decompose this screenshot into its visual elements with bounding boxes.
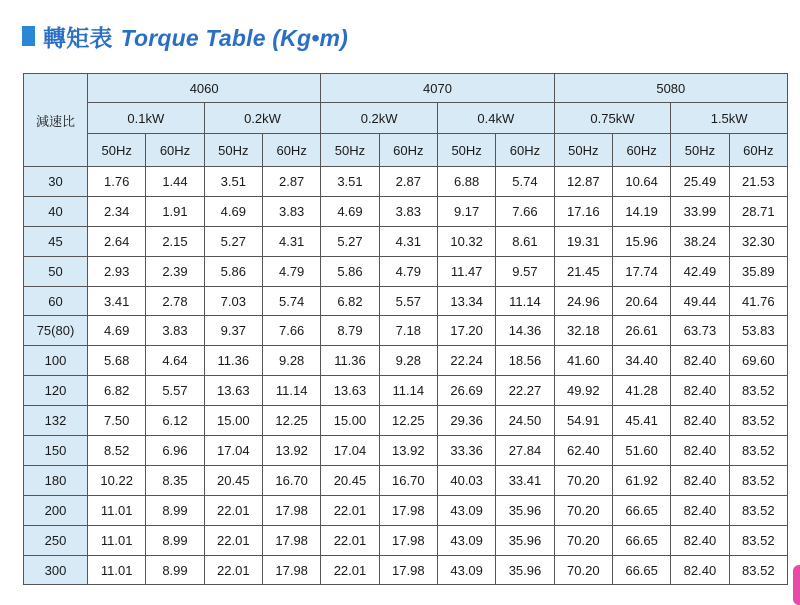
table-row bbox=[24, 256, 788, 286]
torque-value-cell: 7.03 bbox=[204, 286, 262, 316]
header-row-frequencies bbox=[24, 134, 788, 167]
torque-value-cell: 83.52 bbox=[729, 465, 787, 495]
ratio-header: 減速比 bbox=[24, 74, 88, 167]
torque-value-cell: 43.09 bbox=[437, 525, 495, 555]
torque-value-cell: 82.40 bbox=[671, 406, 729, 436]
torque-value-cell: 33.41 bbox=[496, 465, 554, 495]
torque-value-cell: 11.14 bbox=[496, 286, 554, 316]
torque-value-cell: 27.84 bbox=[496, 436, 554, 466]
torque-value-cell: 83.52 bbox=[729, 495, 787, 525]
torque-value-cell: 2.78 bbox=[146, 286, 204, 316]
page-title-cjk: 轉矩表 bbox=[43, 24, 113, 51]
torque-value-cell: 16.70 bbox=[262, 465, 320, 495]
torque-value-cell: 49.92 bbox=[554, 376, 612, 406]
table-row bbox=[24, 525, 788, 555]
torque-value-cell: 8.79 bbox=[321, 316, 379, 346]
torque-value-cell: 17.98 bbox=[262, 525, 320, 555]
frequency-header: 60Hz bbox=[612, 134, 670, 167]
torque-value-cell: 17.98 bbox=[379, 495, 437, 525]
torque-value-cell: 82.40 bbox=[671, 376, 729, 406]
torque-value-cell: 35.96 bbox=[496, 555, 554, 585]
torque-value-cell: 3.51 bbox=[204, 167, 262, 197]
torque-value-cell: 4.79 bbox=[379, 256, 437, 286]
torque-value-cell: 13.63 bbox=[204, 376, 262, 406]
model-header: 5080 bbox=[554, 74, 787, 103]
torque-value-cell: 15.96 bbox=[612, 226, 670, 256]
frequency-header: 50Hz bbox=[204, 134, 262, 167]
torque-value-cell: 15.00 bbox=[321, 406, 379, 436]
model-header: 4070 bbox=[321, 74, 554, 103]
torque-value-cell: 1.91 bbox=[146, 196, 204, 226]
torque-value-cell: 82.40 bbox=[671, 555, 729, 585]
torque-value-cell: 4.69 bbox=[88, 316, 146, 346]
torque-value-cell: 49.44 bbox=[671, 286, 729, 316]
title-square-icon bbox=[22, 26, 35, 46]
decorative-pink-tab bbox=[793, 565, 800, 605]
torque-value-cell: 12.87 bbox=[554, 167, 612, 197]
ratio-cell: 120 bbox=[24, 376, 88, 406]
torque-value-cell: 8.35 bbox=[146, 465, 204, 495]
torque-value-cell: 8.52 bbox=[88, 436, 146, 466]
torque-value-cell: 9.28 bbox=[379, 346, 437, 376]
torque-value-cell: 24.50 bbox=[496, 406, 554, 436]
torque-value-cell: 17.20 bbox=[437, 316, 495, 346]
torque-table bbox=[23, 73, 788, 585]
torque-value-cell: 4.31 bbox=[262, 226, 320, 256]
torque-value-cell: 5.27 bbox=[321, 226, 379, 256]
frequency-header: 60Hz bbox=[262, 134, 320, 167]
torque-value-cell: 3.51 bbox=[321, 167, 379, 197]
torque-value-cell: 6.12 bbox=[146, 406, 204, 436]
torque-value-cell: 16.70 bbox=[379, 465, 437, 495]
title-bar bbox=[22, 20, 348, 52]
torque-value-cell: 22.01 bbox=[321, 525, 379, 555]
torque-value-cell: 17.16 bbox=[554, 196, 612, 226]
torque-value-cell: 11.01 bbox=[88, 555, 146, 585]
torque-value-cell: 22.01 bbox=[321, 495, 379, 525]
torque-value-cell: 22.24 bbox=[437, 346, 495, 376]
torque-value-cell: 5.74 bbox=[262, 286, 320, 316]
torque-value-cell: 5.86 bbox=[321, 256, 379, 286]
torque-value-cell: 13.92 bbox=[262, 436, 320, 466]
ratio-cell: 300 bbox=[24, 555, 88, 585]
torque-value-cell: 8.99 bbox=[146, 555, 204, 585]
table-row bbox=[24, 465, 788, 495]
torque-value-cell: 43.09 bbox=[437, 555, 495, 585]
torque-value-cell: 6.82 bbox=[88, 376, 146, 406]
torque-value-cell: 82.40 bbox=[671, 525, 729, 555]
torque-value-cell: 5.74 bbox=[496, 167, 554, 197]
model-header: 4060 bbox=[88, 74, 321, 103]
torque-value-cell: 22.01 bbox=[204, 525, 262, 555]
torque-value-cell: 70.20 bbox=[554, 495, 612, 525]
ratio-cell: 100 bbox=[24, 346, 88, 376]
torque-value-cell: 17.74 bbox=[612, 256, 670, 286]
torque-value-cell: 41.76 bbox=[729, 286, 787, 316]
table-row bbox=[24, 555, 788, 585]
torque-value-cell: 40.03 bbox=[437, 465, 495, 495]
table-row bbox=[24, 495, 788, 525]
torque-value-cell: 83.52 bbox=[729, 436, 787, 466]
torque-value-cell: 13.92 bbox=[379, 436, 437, 466]
ratio-cell: 45 bbox=[24, 226, 88, 256]
torque-value-cell: 34.40 bbox=[612, 346, 670, 376]
torque-value-cell: 2.39 bbox=[146, 256, 204, 286]
ratio-cell: 50 bbox=[24, 256, 88, 286]
ratio-cell: 75(80) bbox=[24, 316, 88, 346]
ratio-cell: 150 bbox=[24, 436, 88, 466]
torque-value-cell: 11.14 bbox=[262, 376, 320, 406]
torque-table-wrap bbox=[23, 73, 788, 585]
table-row bbox=[24, 376, 788, 406]
torque-value-cell: 82.40 bbox=[671, 465, 729, 495]
torque-value-cell: 4.31 bbox=[379, 226, 437, 256]
torque-value-cell: 33.99 bbox=[671, 196, 729, 226]
torque-value-cell: 2.64 bbox=[88, 226, 146, 256]
torque-value-cell: 15.00 bbox=[204, 406, 262, 436]
torque-value-cell: 69.60 bbox=[729, 346, 787, 376]
torque-value-cell: 29.36 bbox=[437, 406, 495, 436]
torque-value-cell: 5.86 bbox=[204, 256, 262, 286]
torque-value-cell: 66.65 bbox=[612, 555, 670, 585]
torque-value-cell: 82.40 bbox=[671, 436, 729, 466]
torque-value-cell: 45.41 bbox=[612, 406, 670, 436]
torque-value-cell: 3.41 bbox=[88, 286, 146, 316]
power-header: 0.2kW bbox=[204, 103, 321, 134]
torque-value-cell: 22.01 bbox=[204, 495, 262, 525]
torque-value-cell: 11.01 bbox=[88, 495, 146, 525]
torque-value-cell: 5.57 bbox=[379, 286, 437, 316]
torque-value-cell: 7.18 bbox=[379, 316, 437, 346]
torque-value-cell: 66.65 bbox=[612, 525, 670, 555]
torque-value-cell: 8.99 bbox=[146, 525, 204, 555]
torque-value-cell: 35.96 bbox=[496, 495, 554, 525]
torque-value-cell: 7.66 bbox=[496, 196, 554, 226]
torque-value-cell: 10.32 bbox=[437, 226, 495, 256]
table-body bbox=[24, 167, 788, 585]
torque-value-cell: 12.25 bbox=[262, 406, 320, 436]
torque-value-cell: 9.37 bbox=[204, 316, 262, 346]
torque-value-cell: 20.45 bbox=[321, 465, 379, 495]
torque-value-cell: 83.52 bbox=[729, 555, 787, 585]
frequency-header: 60Hz bbox=[729, 134, 787, 167]
torque-value-cell: 4.79 bbox=[262, 256, 320, 286]
torque-value-cell: 26.69 bbox=[437, 376, 495, 406]
torque-value-cell: 62.40 bbox=[554, 436, 612, 466]
torque-value-cell: 2.87 bbox=[379, 167, 437, 197]
torque-value-cell: 4.64 bbox=[146, 346, 204, 376]
torque-value-cell: 41.28 bbox=[612, 376, 670, 406]
torque-value-cell: 7.50 bbox=[88, 406, 146, 436]
power-header: 0.4kW bbox=[437, 103, 554, 134]
torque-value-cell: 35.96 bbox=[496, 525, 554, 555]
torque-value-cell: 82.40 bbox=[671, 346, 729, 376]
torque-value-cell: 20.45 bbox=[204, 465, 262, 495]
torque-value-cell: 3.83 bbox=[146, 316, 204, 346]
ratio-cell: 250 bbox=[24, 525, 88, 555]
torque-value-cell: 43.09 bbox=[437, 495, 495, 525]
torque-value-cell: 8.99 bbox=[146, 495, 204, 525]
torque-value-cell: 17.98 bbox=[379, 555, 437, 585]
torque-value-cell: 6.88 bbox=[437, 167, 495, 197]
power-header: 0.75kW bbox=[554, 103, 671, 134]
torque-value-cell: 32.18 bbox=[554, 316, 612, 346]
torque-value-cell: 13.63 bbox=[321, 376, 379, 406]
torque-value-cell: 9.57 bbox=[496, 256, 554, 286]
ratio-cell: 40 bbox=[24, 196, 88, 226]
torque-value-cell: 18.56 bbox=[496, 346, 554, 376]
page-title-latin: Torque Table (Kg•m) bbox=[120, 24, 348, 51]
torque-value-cell: 42.49 bbox=[671, 256, 729, 286]
table-row bbox=[24, 196, 788, 226]
frequency-header: 50Hz bbox=[437, 134, 495, 167]
torque-value-cell: 53.83 bbox=[729, 316, 787, 346]
torque-value-cell: 22.01 bbox=[204, 555, 262, 585]
torque-value-cell: 82.40 bbox=[671, 495, 729, 525]
table-row bbox=[24, 406, 788, 436]
torque-value-cell: 2.34 bbox=[88, 196, 146, 226]
torque-value-cell: 54.91 bbox=[554, 406, 612, 436]
torque-value-cell: 32.30 bbox=[729, 226, 787, 256]
ratio-cell: 60 bbox=[24, 286, 88, 316]
ratio-cell: 200 bbox=[24, 495, 88, 525]
table-row bbox=[24, 436, 788, 466]
torque-value-cell: 9.17 bbox=[437, 196, 495, 226]
torque-value-cell: 1.44 bbox=[146, 167, 204, 197]
torque-value-cell: 5.57 bbox=[146, 376, 204, 406]
power-header: 0.2kW bbox=[321, 103, 438, 134]
torque-value-cell: 2.87 bbox=[262, 167, 320, 197]
table-row bbox=[24, 346, 788, 376]
power-header: 0.1kW bbox=[88, 103, 205, 134]
torque-value-cell: 51.60 bbox=[612, 436, 670, 466]
torque-value-cell: 17.04 bbox=[204, 436, 262, 466]
torque-value-cell: 17.98 bbox=[262, 495, 320, 525]
torque-value-cell: 2.15 bbox=[146, 226, 204, 256]
torque-value-cell: 83.52 bbox=[729, 376, 787, 406]
torque-value-cell: 8.61 bbox=[496, 226, 554, 256]
torque-value-cell: 38.24 bbox=[671, 226, 729, 256]
torque-value-cell: 20.64 bbox=[612, 286, 670, 316]
frequency-header: 60Hz bbox=[379, 134, 437, 167]
torque-value-cell: 17.04 bbox=[321, 436, 379, 466]
torque-value-cell: 11.36 bbox=[321, 346, 379, 376]
table-row bbox=[24, 167, 788, 197]
page-title bbox=[43, 20, 348, 53]
torque-value-cell: 4.69 bbox=[204, 196, 262, 226]
torque-value-cell: 83.52 bbox=[729, 406, 787, 436]
torque-value-cell: 9.28 bbox=[262, 346, 320, 376]
torque-value-cell: 41.60 bbox=[554, 346, 612, 376]
torque-value-cell: 10.22 bbox=[88, 465, 146, 495]
torque-value-cell: 70.20 bbox=[554, 465, 612, 495]
torque-value-cell: 14.19 bbox=[612, 196, 670, 226]
torque-value-cell: 21.53 bbox=[729, 167, 787, 197]
torque-value-cell: 1.76 bbox=[88, 167, 146, 197]
frequency-header: 50Hz bbox=[88, 134, 146, 167]
torque-value-cell: 5.27 bbox=[204, 226, 262, 256]
torque-value-cell: 22.01 bbox=[321, 555, 379, 585]
torque-value-cell: 17.98 bbox=[262, 555, 320, 585]
torque-value-cell: 22.27 bbox=[496, 376, 554, 406]
torque-value-cell: 63.73 bbox=[671, 316, 729, 346]
torque-value-cell: 3.83 bbox=[262, 196, 320, 226]
torque-value-cell: 17.98 bbox=[379, 525, 437, 555]
torque-value-cell: 11.14 bbox=[379, 376, 437, 406]
torque-value-cell: 26.61 bbox=[612, 316, 670, 346]
torque-value-cell: 13.34 bbox=[437, 286, 495, 316]
torque-value-cell: 61.92 bbox=[612, 465, 670, 495]
torque-value-cell: 24.96 bbox=[554, 286, 612, 316]
torque-value-cell: 19.31 bbox=[554, 226, 612, 256]
frequency-header: 50Hz bbox=[671, 134, 729, 167]
torque-value-cell: 6.82 bbox=[321, 286, 379, 316]
torque-value-cell: 3.83 bbox=[379, 196, 437, 226]
torque-value-cell: 70.20 bbox=[554, 555, 612, 585]
frequency-header: 60Hz bbox=[496, 134, 554, 167]
torque-value-cell: 33.36 bbox=[437, 436, 495, 466]
header-row-models bbox=[24, 74, 788, 103]
torque-value-cell: 11.01 bbox=[88, 525, 146, 555]
power-header: 1.5kW bbox=[671, 103, 788, 134]
torque-value-cell: 10.64 bbox=[612, 167, 670, 197]
torque-value-cell: 70.20 bbox=[554, 525, 612, 555]
torque-value-cell: 2.93 bbox=[88, 256, 146, 286]
frequency-header: 60Hz bbox=[146, 134, 204, 167]
torque-value-cell: 14.36 bbox=[496, 316, 554, 346]
table-row bbox=[24, 316, 788, 346]
torque-value-cell: 12.25 bbox=[379, 406, 437, 436]
table-row bbox=[24, 286, 788, 316]
torque-value-cell: 7.66 bbox=[262, 316, 320, 346]
torque-value-cell: 83.52 bbox=[729, 525, 787, 555]
ratio-cell: 132 bbox=[24, 406, 88, 436]
ratio-cell: 30 bbox=[24, 167, 88, 197]
header-row-powers bbox=[24, 103, 788, 134]
torque-value-cell: 35.89 bbox=[729, 256, 787, 286]
table-row bbox=[24, 226, 788, 256]
torque-value-cell: 6.96 bbox=[146, 436, 204, 466]
torque-value-cell: 25.49 bbox=[671, 167, 729, 197]
torque-value-cell: 11.47 bbox=[437, 256, 495, 286]
torque-value-cell: 21.45 bbox=[554, 256, 612, 286]
torque-value-cell: 11.36 bbox=[204, 346, 262, 376]
torque-value-cell: 5.68 bbox=[88, 346, 146, 376]
ratio-cell: 180 bbox=[24, 465, 88, 495]
torque-value-cell: 4.69 bbox=[321, 196, 379, 226]
torque-value-cell: 66.65 bbox=[612, 495, 670, 525]
frequency-header: 50Hz bbox=[554, 134, 612, 167]
frequency-header: 50Hz bbox=[321, 134, 379, 167]
torque-value-cell: 28.71 bbox=[729, 196, 787, 226]
